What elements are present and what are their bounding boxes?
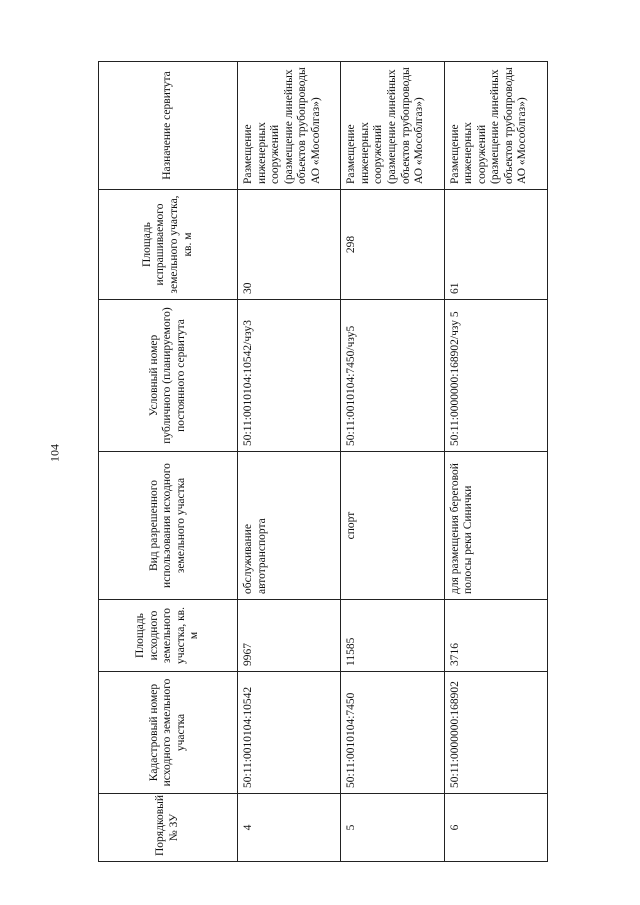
cell-servitude-purpose: Размещение инженерных сооружений (размещение линейных объектов трубопроводы АО «Мособлгаз») (444, 62, 547, 190)
cell-source-area: 11585 (341, 600, 444, 672)
header-servitude-purpose: Назначение сервитута (99, 62, 238, 190)
cell-cadastral-number: 50:11:0000000:168902 (444, 672, 547, 794)
document-page (98, 62, 548, 862)
table-row (238, 62, 341, 862)
cell-requested-area: 298 (341, 190, 444, 300)
cell-requested-area: 61 (444, 190, 547, 300)
cell-permitted-use: для размещения береговой полосы реки Синички (444, 452, 547, 600)
cell-permitted-use: обслуживание автотранспорта (238, 452, 341, 600)
cell-plot-number: 5 (341, 794, 444, 862)
header-permitted-use: Вид разрешенного использования исходного земельного участка (99, 452, 238, 600)
cell-source-area: 9967 (238, 600, 341, 672)
cell-source-area: 3716 (444, 600, 547, 672)
cell-requested-area: 30 (238, 190, 341, 300)
servitude-table (98, 61, 548, 862)
header-requested-area: Площадь испрашиваемого земельного участка, кв. м (99, 190, 238, 300)
cell-plot-number: 6 (444, 794, 547, 862)
table-row (444, 62, 547, 862)
header-servitude-number: Условный номер публичного (планируемого) постоянного сервитута (99, 300, 238, 452)
table-row (341, 62, 444, 862)
cell-servitude-number: 50:11:0000000:168902/чзу 5 (444, 300, 547, 452)
cell-servitude-purpose: Размещение инженерных сооружений (размещение линейных объектов трубопроводы АО «Мособлгаз») (341, 62, 444, 190)
table-header-row (99, 62, 238, 862)
cell-cadastral-number: 50:11:0010104:10542 (238, 672, 341, 794)
cell-plot-number: 4 (238, 794, 341, 862)
cell-servitude-number: 50:11:0010104:10542/чзу3 (238, 300, 341, 452)
header-cadastral-number: Кадастровый номер исходного земельного участка (99, 672, 238, 794)
cell-cadastral-number: 50:11:0010104:7450 (341, 672, 444, 794)
cell-permitted-use: спорт (341, 452, 444, 600)
rotated-table-container (98, 62, 548, 862)
cell-servitude-purpose: Размещение инженерных сооружений (размещение линейных объектов трубопроводы АО «Мособлгаз») (238, 62, 341, 190)
page-number-text: 104 (47, 444, 62, 462)
header-plot-number: Порядковый № ЗУ (99, 794, 238, 862)
header-source-area: Площадь исходного земельного участка, кв. м (99, 600, 238, 672)
cell-servitude-number: 50:11:0010104:7450/чзу5 (341, 300, 444, 452)
